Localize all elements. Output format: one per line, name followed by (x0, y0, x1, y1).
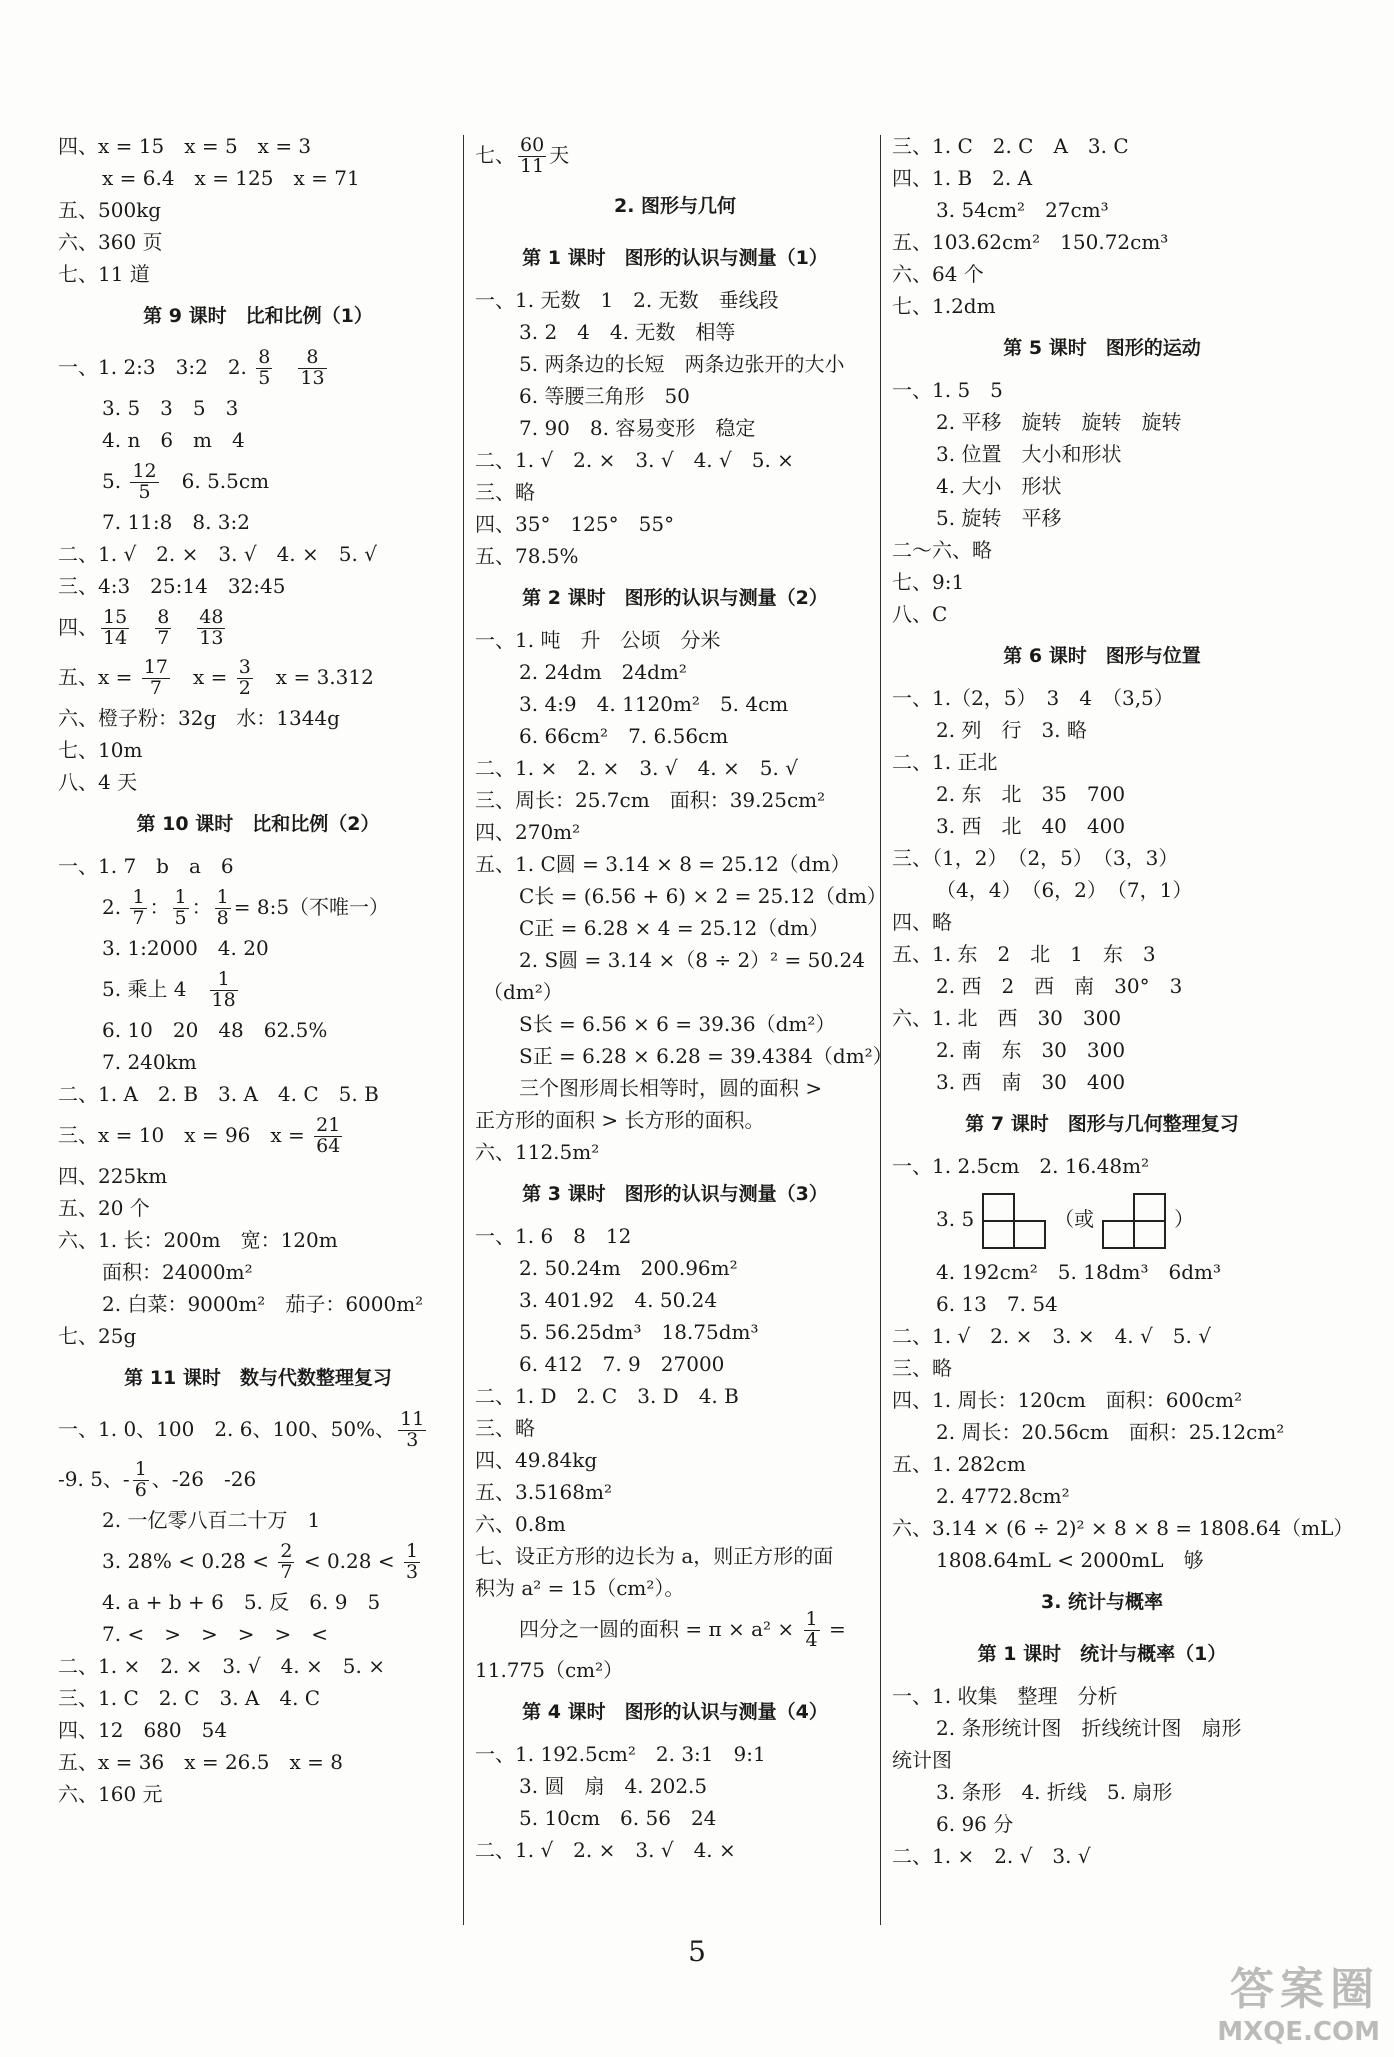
fraction: $\frac{2}{7}$ (280, 1540, 293, 1583)
answer-line: 七、9:1 (892, 570, 965, 594)
fraction: $\frac{12}{5}$ (132, 460, 157, 503)
watermark-logo-text: 答案圈 (1230, 1964, 1380, 2015)
answer-line: 5. 两条边的长短 两条边张开的大小 (519, 352, 845, 376)
answer-line: 7. 90 8. 容易变形 稳定 (519, 416, 756, 440)
fraction: $\frac{15}{14}$ (103, 606, 128, 649)
answer-line: 三、略 (892, 1356, 952, 1380)
answer-line: x = 6.4 x = 125 x = 71 (102, 166, 360, 190)
answer-line: 六、0.8m (475, 1512, 566, 1536)
answer-line: 五、500kg (58, 198, 162, 222)
answer-line: 二、1. √ 2. × 3. × 4. √ 5. √ (892, 1324, 1211, 1348)
answer-line: 六、1. 北 西 30 300 (892, 1006, 1122, 1030)
answer-line: 面积：24000m² (102, 1260, 253, 1284)
answer-line: 四、1. 周长：120cm 面积：600cm² (892, 1388, 1243, 1412)
answer-line: 五、103.62cm² 150.72cm³ (892, 230, 1169, 254)
answer-line: 一、1. 2.5cm 2. 16.48m² (892, 1154, 1150, 1178)
fraction: $\frac{48}{13}$ (199, 606, 224, 649)
answer-line: 4. 大小 形状 (936, 474, 1062, 498)
answer-line: 六、64 个 (892, 262, 984, 286)
answer-line: 一、1. 2:3 3:2 2. $\frac{8}{5}$ $\frac{8}{13}$ (58, 346, 325, 389)
answer-line: 一、1. 7 b a 6 (58, 854, 234, 878)
watermark-url: MXQE.COM (1217, 2017, 1380, 2047)
answer-line: 四、225km (58, 1164, 168, 1188)
answer-line: 三、x = 10 x = 96 x = $\frac{21}{64}$ (58, 1114, 341, 1157)
answer-line: 四、x = 15 x = 5 x = 3 (58, 134, 312, 158)
answer-line: 6. 13 7. 54 (936, 1292, 1058, 1316)
answer-line: 11.775（cm²） (475, 1658, 624, 1682)
square-net-figure-2 (1102, 1193, 1166, 1249)
answer-line: 2. 东 北 35 700 (936, 782, 1126, 806)
answer-line: 四、略 (892, 910, 952, 934)
answer-line: 二、1. × 2. √ 3. √ (892, 1844, 1091, 1868)
answer-line: 七、25g (58, 1324, 137, 1348)
answer-line: 2. 白菜：9000m² 茄子：6000m² (102, 1292, 424, 1316)
fraction: $\frac{1}{18}$ (211, 968, 236, 1011)
answer-line: 5. 10cm 6. 56 24 (519, 1806, 717, 1830)
section-heading: 第 6 课时 图形与位置 (1003, 645, 1201, 667)
answer-line: 七、11 道 (58, 262, 150, 286)
answer-line: 5. 56.25dm³ 18.75dm³ (519, 1320, 759, 1344)
answer-line: C长 = (6.56 + 6) × 2 = 25.12（dm） (519, 884, 887, 908)
answer-line: 3. 28% < 0.2̇8̇ < $\frac{2}{7}$ < 0.28 < $\frac{1}{3}$ (102, 1540, 419, 1583)
answer-line: 3. 5 3 5 3 (102, 396, 239, 420)
square-net-figure-1 (982, 1193, 1046, 1249)
answer-line: 2. 列 行 3. 略 (936, 718, 1087, 742)
answer-line: 6. 66cm² 7. 6.56cm (519, 724, 729, 748)
answer-line: 五、3.5168m² (475, 1480, 612, 1504)
answer-column-3 (892, 130, 1354, 1872)
section-heading: 第 5 课时 图形的运动 (1003, 337, 1201, 359)
answer-line: （4，4） （6，2） （7，1） (936, 878, 1193, 902)
answer-line: 2. 4772.8cm² (936, 1484, 1070, 1508)
answer-line: 3. 条形 4. 折线 5. 扇形 (936, 1780, 1173, 1804)
answer-line: 一、1.（2，5） 3 4 （3,5） (892, 686, 1174, 710)
answer-line: 积为 a² = 15（cm²）。 (475, 1576, 685, 1600)
answer-line: 三、1. C 2. C A 3. C (892, 134, 1129, 158)
answer-column-1 (58, 130, 458, 1810)
answer-line: 2. 24dm 24dm² (519, 660, 687, 684)
answer-line: 一、1. 192.5cm² 2. 3:1 9:1 (475, 1742, 766, 1766)
fraction: $\frac{1}{3}$ (405, 1540, 419, 1583)
fraction: $\frac{1}{5}$ (174, 886, 187, 929)
answer-line: S正 = 6.28 × 6.28 = 39.4384（dm²） (519, 1044, 893, 1068)
fraction: $\frac{21}{64}$ (316, 1114, 341, 1157)
section-heading: 第 4 课时 图形的认识与测量（4） (522, 1701, 828, 1723)
answer-line: 五、1. 282cm (892, 1452, 1026, 1476)
answer-line: 2. 西 2 西 南 30° 3 (936, 974, 1183, 998)
column-divider-1 (463, 135, 464, 1925)
answer-line: 三、略 (475, 1416, 535, 1440)
answer-line: 二、1. √ 2. × 3. √ 4. × (475, 1838, 736, 1862)
fraction: $\frac{1}{6}$ (134, 1458, 147, 1501)
fraction: $\frac{8}{7}$ (157, 606, 170, 649)
answer-line: 3. 5 （或 ） (892, 1182, 1312, 1256)
fraction: $\frac{1}{7}$ (132, 886, 145, 929)
answer-line: 二、1. √ 2. × 3. √ 4. √ 5. × (475, 448, 794, 472)
answer-line: 5. 乘上 4 $\frac{1}{18}$ (102, 968, 236, 1011)
answer-line: 一、1. 无数 1 2. 无数 垂线段 (475, 288, 779, 312)
section-heading: 第 10 课时 比和比例（2） (136, 813, 380, 835)
answer-line: S长 = 6.56 × 6 = 39.36（dm²） (519, 1012, 836, 1036)
answer-line: 四分之一圆的面积 = π × a² × $\frac{1}{4}$ = (519, 1608, 846, 1651)
section-heading: 第 1 课时 图形的认识与测量（1） (522, 247, 828, 269)
answer-line: 一、1. 收集 整理 分析 (892, 1684, 1118, 1708)
answer-line: 一、1. 吨 升 公顷 分米 (475, 628, 721, 652)
answer-line: 3. 西 北 40 400 (936, 814, 1126, 838)
answer-line: 四、35° 125° 55° (475, 512, 675, 536)
answer-line: -9. 5、- $\frac{1}{6}$ 、-26 -26 (58, 1458, 257, 1501)
fraction: $\frac{3}{2}$ (238, 656, 251, 699)
answer-line: 六、3.14 × (6 ÷ 2)² × 8 × 8 = 1808.64（mL） (892, 1516, 1354, 1540)
answer-line: 三、略 (475, 480, 535, 504)
answer-line: 3. 位置 大小和形状 (936, 442, 1122, 466)
page-number: 5 (688, 1935, 706, 1968)
answer-line: 6. 96 分 (936, 1812, 1014, 1836)
answer-line: 三、（1，2） （2，5） （3，3） (892, 846, 1179, 870)
answer-line: 二、1. √ 2. × 3. √ 4. × 5. √ (58, 542, 377, 566)
answer-line: 三、4:3 25:14 32:45 (58, 574, 286, 598)
answer-line: 4. a + b + 6 5. 反 6. 9 5 (102, 1590, 381, 1614)
answer-line: 6. 412 7. 9 27000 (519, 1352, 725, 1376)
answer-line: 2. S圆 = 3.14 ×（8 ÷ 2）² = 50.24 (519, 948, 865, 972)
answer-line: 五、1. 东 2 北 1 东 3 (892, 942, 1156, 966)
answer-line: 3. 4:9 4. 1120m² 5. 4cm (519, 692, 789, 716)
answer-line: 正方形的面积 > 长方形的面积。 (475, 1108, 765, 1132)
answer-line: 3. 圆 扇 4. 202.5 (519, 1774, 708, 1798)
answer-line: 统计图 (892, 1748, 952, 1772)
answer-line: 3. 2 4 4. 无数 相等 (519, 320, 736, 344)
answer-line: 2. 南 东 30 300 (936, 1038, 1126, 1062)
answer-line: 三、1. C 2. C 3. A 4. C (58, 1686, 321, 1710)
answer-line: 2. 一亿零八百二十万 1 (102, 1508, 321, 1532)
answer-line: 二、1. × 2. × 3. √ 4. × 5. √ (475, 756, 798, 780)
answer-line: 2. $\frac{1}{7}$ ： $\frac{1}{5}$ ： $\frac{1}{8}$ = 8:5（不唯一） (102, 886, 390, 929)
watermark-logo (1217, 1953, 1380, 2047)
fraction: $\frac{17}{7}$ (143, 656, 168, 699)
answer-line: 五、x = $\frac{17}{7}$ x = $\frac{3}{2}$ x = 3.312 (58, 656, 374, 699)
answer-line: 四、49.84kg (475, 1448, 598, 1472)
section-heading: 第 11 课时 数与代数整理复习 (124, 1367, 392, 1389)
answer-line: 一、1. 5 5 (892, 378, 1003, 402)
fraction: $\frac{8}{13}$ (300, 346, 325, 389)
answer-line: 五、x = 36 x = 26.5 x = 8 (58, 1750, 343, 1774)
answer-line: 三、周长：25.7cm 面积：39.25cm² (475, 788, 826, 812)
answer-line: （dm²） (483, 980, 563, 1004)
answer-line: 七、 $\frac{60}{11}$ 天 (475, 134, 570, 177)
answer-line: 7. 11:8 8. 3:2 (102, 510, 250, 534)
answer-line: 二、1. 正北 (892, 750, 998, 774)
answer-line: 二、1. D 2. C 3. D 4. B (475, 1384, 739, 1408)
answer-line: 六、1. 长：200m 宽：120m (58, 1228, 338, 1252)
column-divider-2 (880, 135, 881, 1925)
section-heading: 第 7 课时 图形与几何整理复习 (965, 1113, 1239, 1135)
answer-line: 4. n 6 m 4 (102, 428, 245, 452)
answer-line: 八、C (892, 602, 948, 626)
fraction: $\frac{60}{11}$ (520, 134, 545, 177)
answer-line: 3. 西 南 30 400 (936, 1070, 1126, 1094)
answer-line: 二、1. × 2. × 3. √ 4. × 5. × (58, 1654, 385, 1678)
answer-line: 5. 旋转 平移 (936, 506, 1062, 530)
answer-line: C正 = 6.28 × 4 = 25.12（dm） (519, 916, 829, 940)
fraction: $\frac{8}{5}$ (258, 346, 271, 389)
answer-line: 八、4 天 (58, 770, 138, 794)
answer-line: 五、1. C圆 = 3.14 × 8 = 25.12（dm） (475, 852, 851, 876)
section-heading: 第 9 课时 比和比例（1） (143, 305, 373, 327)
answer-line: 七、10m (58, 738, 143, 762)
answer-line: 四、 $\frac{15}{14}$ $\frac{8}{7}$ $\frac{48}{13}$ (58, 606, 224, 649)
answer-line: 七、设正方形的边长为 a，则正方形的面 (475, 1544, 834, 1568)
answer-line: 1808.64mL < 2000mL 够 (936, 1548, 1204, 1572)
section-heading: 第 1 课时 统计与概率（1） (977, 1643, 1227, 1665)
unit-heading: 3. 统计与概率 (1040, 1591, 1164, 1613)
answer-line: 7. 240km (102, 1050, 197, 1074)
answer-line: 3. 1:2000 4. 20 (102, 936, 269, 960)
answer-line: 二、1. A 2. B 3. A 4. C 5. B (58, 1082, 379, 1106)
answer-line: 六、112.5m² (475, 1140, 600, 1164)
answer-line: 7. < > > > > < (102, 1622, 328, 1646)
answer-line: 2. 条形统计图 折线统计图 扇形 (936, 1716, 1242, 1740)
answer-line: 五、78.5% (475, 544, 579, 568)
answer-column-2 (475, 130, 893, 1866)
answer-line: 3. 401.92 4. 50.24 (519, 1288, 718, 1312)
answer-line: 5. $\frac{12}{5}$ 6. 5.5cm (102, 460, 270, 503)
answer-line: 五、20 个 (58, 1196, 150, 1220)
section-heading: 第 3 课时 图形的认识与测量（3） (522, 1183, 828, 1205)
unit-heading: 2. 图形与几何 (613, 195, 737, 217)
answer-line: 六、360 页 (58, 230, 163, 254)
answer-line: 2. 周长：20.56cm 面积：25.12cm² (936, 1420, 1285, 1444)
answer-line: 一、1. 0、100 2. 6、100、50%、 $\frac{11}{3}$ (58, 1408, 425, 1451)
answer-line: 4. 192cm² 5. 18dm³ 6dm³ (936, 1260, 1221, 1284)
answer-line: 一、1. 6 8 12 (475, 1224, 632, 1248)
answer-line: 六、橙子粉：32g 水：1344g (58, 706, 340, 730)
answer-line: 六、160 元 (58, 1782, 163, 1806)
answer-line: 四、1. B 2. A (892, 166, 1033, 190)
fraction: $\frac{11}{3}$ (400, 1408, 425, 1451)
answer-line: 3. 54cm² 27cm³ (936, 198, 1109, 222)
answer-line: 四、12 680 54 (58, 1718, 228, 1742)
answer-line: 2. 平移 旋转 旋转 旋转 (936, 410, 1182, 434)
answer-line: 三个图形周长相等时，圆的面积 > (519, 1076, 823, 1100)
answer-line: 七、1.2dm (892, 294, 996, 318)
answer-line: 6. 等腰三角形 50 (519, 384, 690, 408)
answer-line: 6. 10 20 48 62.5% (102, 1018, 328, 1042)
answer-line: 2. 50.24m 200.96m² (519, 1256, 738, 1280)
fraction: $\frac{1}{8}$ (216, 886, 229, 929)
answer-line: 四、270m² (475, 820, 581, 844)
section-heading: 第 2 课时 图形的认识与测量（2） (522, 587, 828, 609)
answer-line: 二～六、略 (892, 538, 992, 562)
fraction: $\frac{1}{4}$ (805, 1608, 818, 1651)
